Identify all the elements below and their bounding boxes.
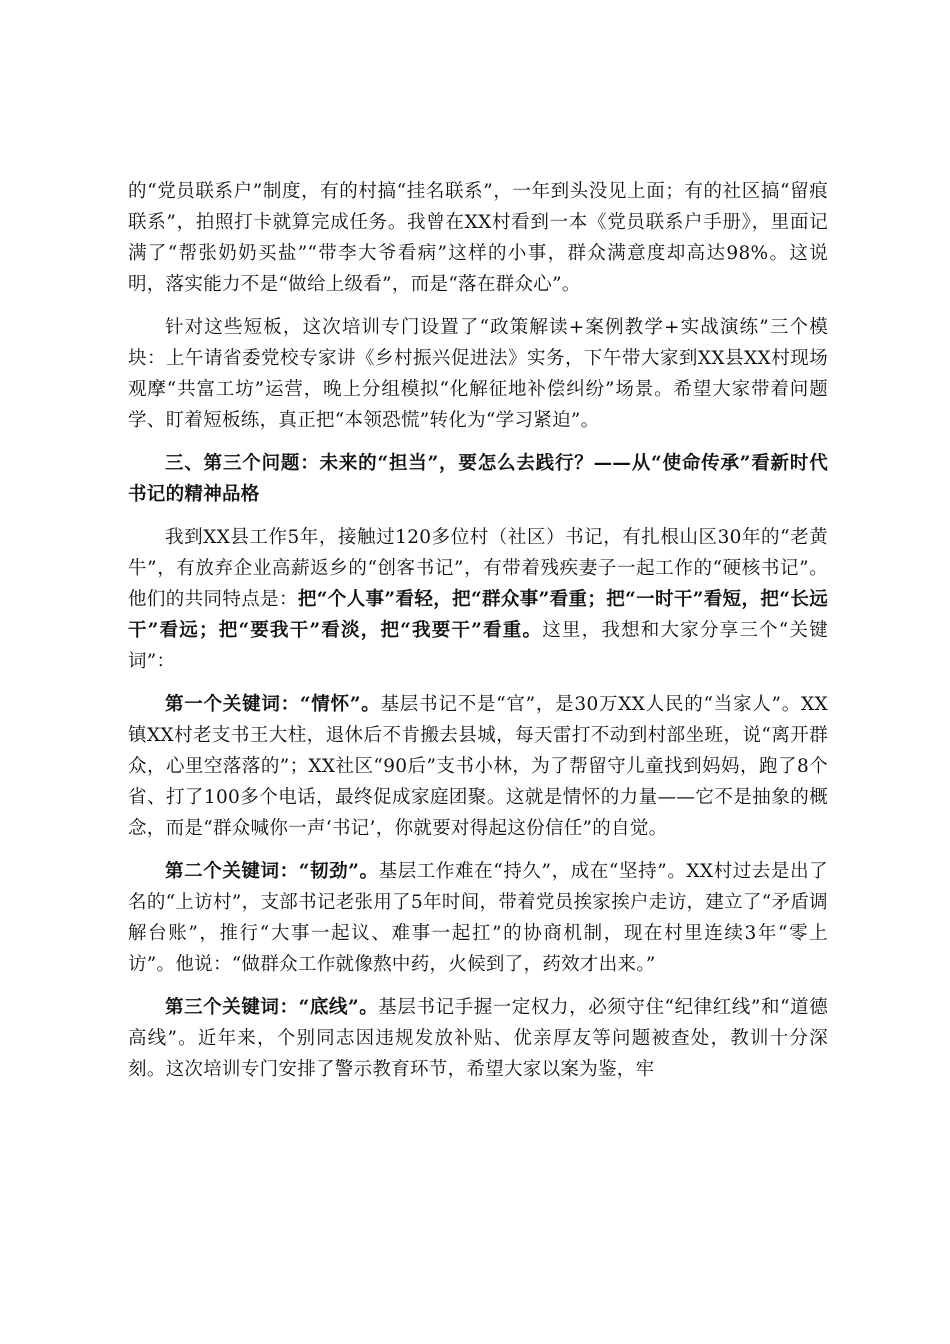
keyword-2-text: 基层工作难在“持久”，成在“坚持”。XX村过去是出了名的“上访村”，支部书记老张用了5年时间，带着党员挨家挨户走访，建立了“矛盾调解台账”，推行“大事一起议、难事一起扛”的协商机制，现在村里连续3年“零上访”。他说：“做群众工作就像熬中药，火候到了，药效才出来。” bbox=[128, 861, 828, 975]
paragraph-secretaries-intro: 我到XX县工作5年，接触过120多位村（社区）书记，有扎根山区30年的“老黄牛”，有放弃企业高薪返乡的“创客书记”，有带着残疾妻子一起工作的“硬核书记”。他们的共同特点是： bbox=[128, 527, 828, 610]
paragraph-secretaries-emphasis: 把“个人事”看轻，把“群众事”看重；把“一时干”看短，把“长远干”看远；把“要我干”看淡，把“我要干”看重。 bbox=[128, 589, 829, 641]
keyword-1-label: 第一个关键词：“情怀”。 bbox=[165, 694, 381, 715]
document-body bbox=[128, 176, 828, 1097]
keyword-1-text: 基层书记不是“官”，是30万XX人民的“当家人”。XX镇XX村老支书王大柱，退休后不肯搬去县城，每天雷打不动到村部坐班，说“离开群众，心里空落落的”；XX社区“90后”支书小林，为了帮留守儿童找到妈妈，跑了8个省、打了100多个电话，最终促成家庭团聚。这就是情怀的力量——它不是抽象的概念，而是“群众喊你一声‘书记’，你就要对得起这份信任”的自觉。 bbox=[128, 694, 828, 839]
paragraph-keyword-1 bbox=[128, 689, 828, 844]
paragraph-secretaries bbox=[128, 522, 828, 677]
paragraph-party-contact: 的“党员联系户”制度，有的村搞“挂名联系”，一年到头没见上面；有的社区搞“留痕联系”，拍照打卡就算完成任务。我曾在XX村看到一本《党员联系户手册》，里面记满了“帮张奶奶买盐”“带李大爷看病”这样的小事，群众满意度却高达98%。这说明，落实能力不是“做给上级看”，而是“落在群众心”。 bbox=[128, 181, 828, 295]
paragraph-keyword-2 bbox=[128, 856, 828, 980]
keyword-2-label: 第二个关键词：“韧劲”。 bbox=[165, 861, 379, 882]
paragraph-secretaries-tail: 这里，我想和大家分享三个“关键词”： bbox=[128, 620, 828, 672]
paragraph-keyword-3 bbox=[128, 992, 828, 1085]
paragraph-training-modules: 针对这些短板，这次培训专门设置了“政策解读+案例教学+实战演练”三个模块：上午请省委党校专家讲《乡村振兴促进法》实务，下午带大家到XX县XX村现场观摩“共富工坊”运营，晚上分组模拟“化解征地补偿纠纷”场景。希望大家带着问题学、盯着短板练，真正把“本领恐慌”转化为“学习紧迫”。 bbox=[128, 317, 828, 431]
keyword-3-text: 基层书记手握一定权力，必须守住“纪律红线”和“道德高线”。近年来，个别同志因违规发放补贴、优亲厚友等问题被查处，教训十分深刻。这次培训专门安排了警示教育环节，希望大家以案为鉴，牢 bbox=[128, 997, 828, 1080]
section-heading-3: 三、第三个问题：未来的“担当”，要怎么去践行？——从“使命传承”看新时代书记的精神品格 bbox=[128, 453, 828, 505]
keyword-3-label: 第三个关键词：“底线”。 bbox=[165, 997, 379, 1018]
